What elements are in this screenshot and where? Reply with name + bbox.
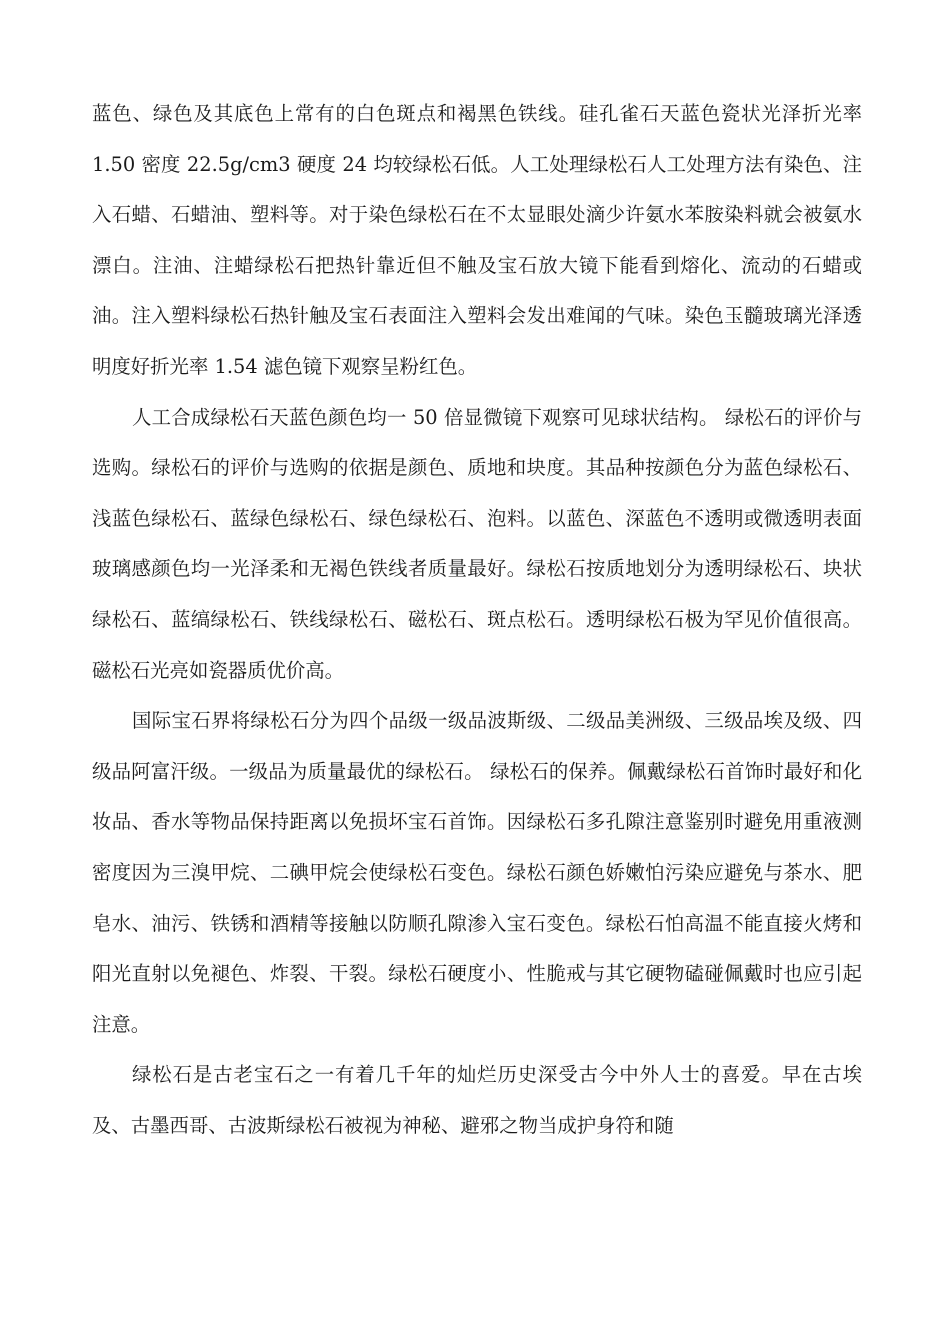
paragraph-3: 国际宝石界将绿松石分为四个品级一级品波斯级、二级品美洲级、三级品埃及级、四级品阿富汗级。一级品为质量最优的绿松石。 绿松石的保养。佩戴绿松石首饰时最好和化妆品、香水等物品保持距离以免损坏宝石首饰。因绿松石多孔隙注意鉴别时避免用重液测密度因为三溴甲烷、二碘甲烷会使绿松石变色。绿松石颜色娇嫩怕污染应避免与茶水、肥皂水、油污、铁锈和酒精等接触以防顺孔隙渗入宝石变色。绿松石怕高温不能直接火烤和阳光直射以免褪色、炸裂、干裂。绿松石硬度小、性脆戒与其它硬物磕碰佩戴时也应引起注意。 — [92, 709, 862, 1036]
document-body — [92, 89, 862, 1151]
paragraph-1: 蓝色、绿色及其底色上常有的白色斑点和褐黑色铁线。硅孔雀石天蓝色瓷状光泽折光率 1.50 密度 22.5g/cm3 硬度 24 均较绿松石低。人工处理绿松石人工处理方法有染色、注入石蜡、石蜡油、塑料等。对于染色绿松石在不太显眼处滴少许氨水苯胺染料就会被氨水漂白。注油、注蜡绿松石把热针靠近但不触及宝石放大镜下能看到熔化、流动的石蜡或油。注入塑料绿松石热针触及宝石表面注入塑料会发出难闻的气味。染色玉髓玻璃光泽透明度好折光率 1.54 滤色镜下观察呈粉红色。 — [92, 102, 862, 378]
paragraph-2: 人工合成绿松石天蓝色颜色均一 50 倍显微镜下观察可见球状结构。 绿松石的评价与选购。绿松石的评价与选购的依据是颜色、质地和块度。其品种按颜色分为蓝色绿松石、浅蓝色绿松石、蓝绿色绿松石、绿色绿松石、泡料。以蓝色、深蓝色不透明或微透明表面玻璃感颜色均一光泽柔和无褐色铁线者质量最好。绿松石按质地划分为透明绿松石、块状绿松石、蓝缟绿松石、铁线绿松石、磁松石、斑点松石。透明绿松石极为罕见价值很高。磁松石光亮如瓷器质优价高。 — [92, 405, 862, 682]
paragraph-4: 绿松石是古老宝石之一有着几千年的灿烂历史深受古今中外人士的喜爱。早在古埃及、古墨西哥、古波斯绿松石被视为神秘、避邪之物当成护身符和随 — [92, 1063, 862, 1137]
